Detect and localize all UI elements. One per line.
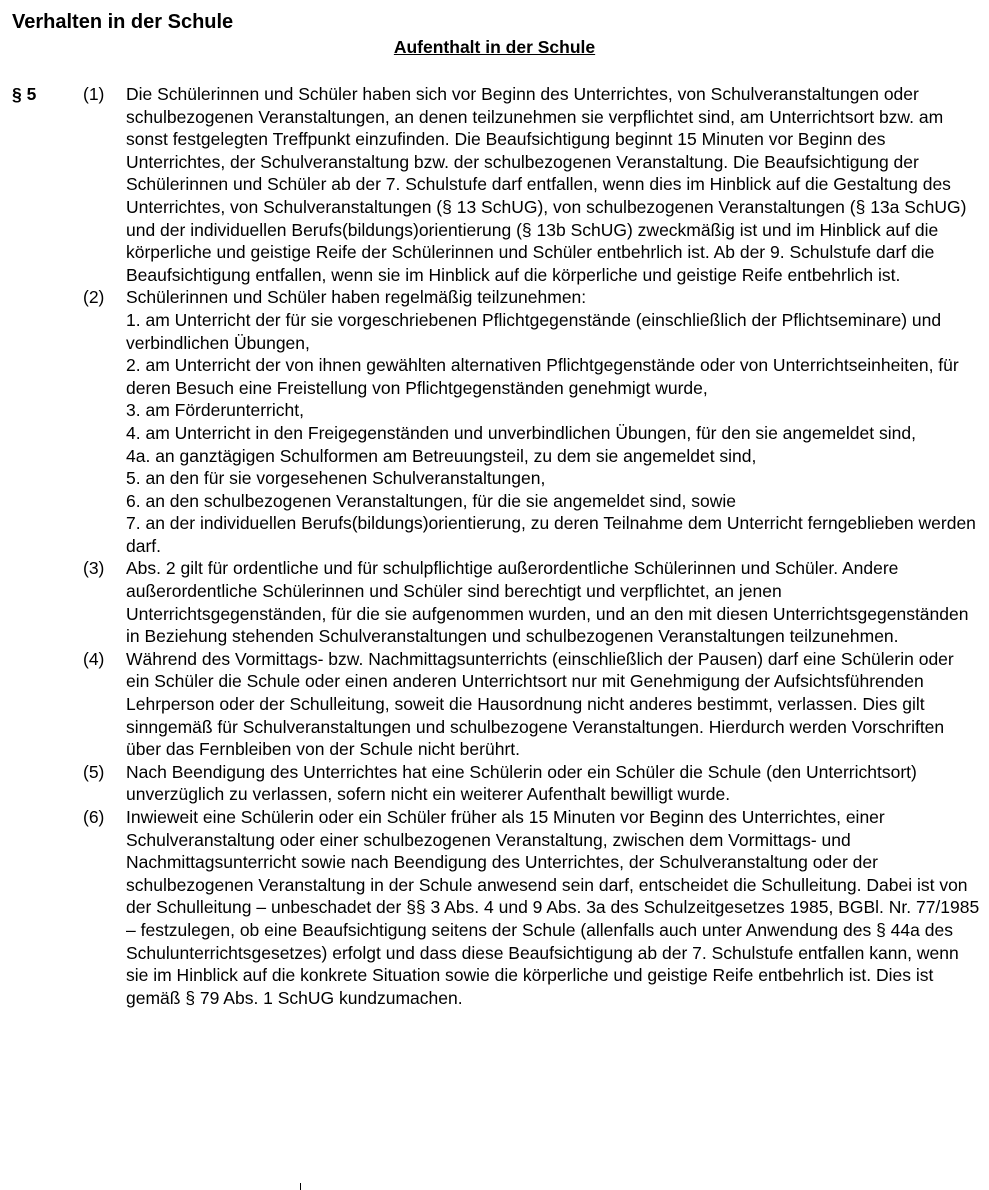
paragraph-1 bbox=[0, 83, 989, 286]
paragraph-text: Abs. 2 gilt für ordentliche und für schulpflichtige außerordentliche Schülerinnen und Schüler. Andere außerordentliche Schülerinnen und Schüler sind berechtigt und verpflichtet, an jenen Unterrichtsgegenständen, für die sie aufgenommen wurden, und an den mit diesen Unterrichtsgegenständen in Beziehung stehenden Schulveranstaltungen und schulbezogenen Veranstaltungen teilzunehmen. bbox=[126, 558, 969, 647]
list-item: 2. am Unterricht der von ihnen gewählten alternativen Pflichtgegenstände oder von Unterrichtseinheiten, für deren Besuch eine Freistellung von Pflichtgegenständen genehmigt wurde, bbox=[126, 355, 959, 398]
paragraph-text: Während des Vormittags- bzw. Nachmittagsunterrichts (einschließlich der Pausen) darf eine Schülerin oder ein Schüler die Schule oder einen anderen Unterrichtsort nur mit Genehmigung der Aufsichtsführenden Lehrperson oder der Schulleitung, soweit die Hausordnung nicht anderes bestimmt, verlassen. Dies gilt sinngemäß für Schulveranstaltungen und schulbezogene Veranstaltungen. Hierdurch werden Vorschriften über das Fernbleiben von der Schule nicht berührt. bbox=[126, 648, 954, 760]
paragraph-sign: § 5 bbox=[12, 84, 37, 104]
section-heading: Aufenthalt in der Schule bbox=[393, 37, 596, 57]
paragraph-text: Inwieweit eine Schülerin oder ein Schüler früher als 15 Minuten vor Beginn des Unterrichtes, einer Schulveranstaltung oder einer schulbezogenen Veranstaltung, zwischen dem Vormittags- und Nachmittagsunterricht sowie nach Beendigung des Unterrichtes, der Schulveranstaltung oder der schulbezogenen Veranstaltung in der Schule anwesend sein darf, entscheidet die Schulleitung. Dabei ist von der Schulleitung – unbeschadet der §§ 3 Abs. 4 und 9 Abs. 3a des Schulzeitgesetzes 1985, BGBl. Nr. 77/1985 – festzulegen, ob eine Beaufsichtigung seitens der Schule (allenfalls auch unter Anwendung des § 44a des Schulunterrichtsgesetzes) erfolgt und dass diese Beaufsichtigung ab der 7. Schulstufe entfallen kann, wenn sie im Hinblick auf die konkrete Situation sowie die körperliche und geistige Reife entbehrlich ist. Dies ist gemäß § 79 Abs. 1 SchUG kundzumachen. bbox=[126, 807, 980, 1008]
document-title: Verhalten in der Schule bbox=[12, 11, 234, 33]
paragraph-5 bbox=[0, 761, 989, 806]
paragraph-number: (5) bbox=[83, 761, 105, 782]
paragraph-number: (1) bbox=[83, 84, 105, 104]
list-item: 6. an den schulbezogenen Veranstaltungen, für die sie angemeldet sind, sowie bbox=[126, 490, 737, 511]
paragraph-number: (2) bbox=[83, 287, 105, 308]
paragraph-list-body bbox=[126, 286, 981, 557]
paragraph-number: (4) bbox=[83, 648, 105, 669]
list-item: 7. an der individuellen Berufs(bildungs)orientierung, zu deren Teilnahme dem Unterricht ferngeblieben werden darf. bbox=[126, 513, 976, 556]
paragraph-intro: Schülerinnen und Schüler haben regelmäßig teilzunehmen: bbox=[126, 287, 587, 308]
paragraph-list bbox=[0, 83, 989, 1009]
paragraph-2 bbox=[0, 286, 989, 557]
paragraph-text: Die Schülerinnen und Schüler haben sich vor Beginn des Unterrichtes, von Schulveranstaltungen oder schulbezogenen Veranstaltungen, an denen teilzunehmen sie verpflichtet sind, am Unterrichtsort bzw. am sonst festgelegten Treffpunkt einzufinden. Die Beaufsichtigung beginnt 15 Minuten vor Beginn des Unterrichtes, der Schulveranstaltung bzw. der schulbezogenen Veranstaltung. Die Beaufsichtigung der Schülerinnen und Schüler ab der 7. Schulstufe darf entfallen, wenn dies im Hinblick auf die Gestaltung des Unterrichtes, von Schulveranstaltungen (§ 13 SchUG), von schulbezogenen Veranstaltungen (§ 13a SchUG) und der individuellen Berufs(bildungs)orientierung (§ 13b SchUG) zweckmäßig ist und im Hinblick auf die körperliche und geistige Reife der Schülerinnen und Schüler entbehrlich ist. Ab der 9. Schulstufe darf die Beaufsichtigung entfallen, wenn sie im Hinblick auf die körperliche und geistige Reife entbehrlich ist. bbox=[126, 84, 967, 285]
paragraph-number: (3) bbox=[83, 558, 105, 579]
paragraph-3 bbox=[0, 557, 989, 647]
list-item: 4a. an ganztägigen Schulformen am Betreuungsteil, zu dem sie angemeldet sind, bbox=[126, 445, 757, 466]
list-item: 1. am Unterricht der für sie vorgeschriebenen Pflichtgegenstände (einschließlich der Pflichtseminare) und verbindlichen Übungen, bbox=[126, 309, 942, 353]
paragraph-number: (6) bbox=[83, 807, 105, 827]
paragraph-text: Nach Beendigung des Unterrichtes hat eine Schülerin oder ein Schüler die Schule (den Unterrichtsort) unverzüglich zu verlassen, sofern nicht ein weiterer Aufenthalt bewilligt wurde. bbox=[126, 761, 917, 805]
list-item: 5. an den für sie vorgesehenen Schulveranstaltungen, bbox=[126, 468, 546, 489]
list-item: 4. am Unterricht in den Freigegenständen und unverbindlichen Übungen, für den sie angemeldet sind, bbox=[126, 422, 916, 443]
paragraph-6 bbox=[0, 806, 989, 1009]
page-edge-mark bbox=[300, 1183, 301, 1190]
list-item: 3. am Förderunterricht, bbox=[126, 400, 304, 421]
paragraph-4 bbox=[0, 648, 989, 761]
